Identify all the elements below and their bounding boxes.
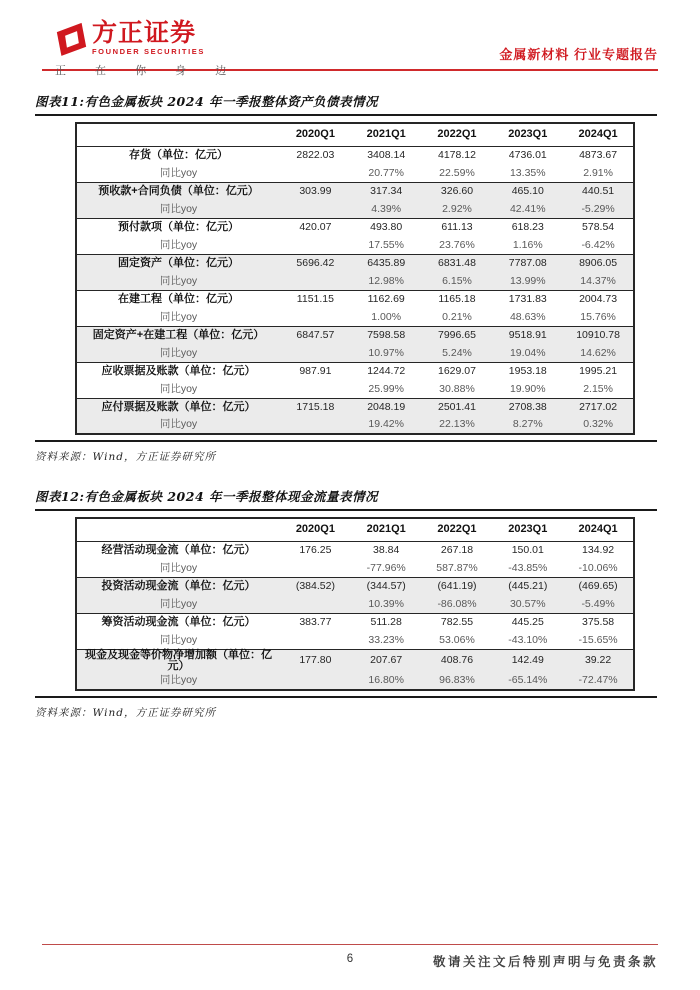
- figure-12-source: 资料来源：Wind，方正证券研究所: [35, 706, 216, 719]
- yoy-cell: 48.63%: [509, 310, 546, 323]
- value-cell: 465.10: [492, 182, 563, 200]
- value-cell: 7787.08: [492, 254, 563, 272]
- yoy-cell: [280, 416, 351, 434]
- table-row: [76, 326, 634, 344]
- value-cell: 987.91: [280, 362, 351, 380]
- table-yoy-row: [76, 595, 634, 613]
- value-cell: 445.25: [492, 613, 563, 631]
- table-row: [76, 254, 634, 272]
- page-header: [42, 0, 658, 77]
- yoy-cell: [280, 595, 351, 613]
- yoy-cell: -72.47%: [563, 672, 634, 690]
- value-cell: 4873.67: [579, 149, 618, 161]
- row-label: 预付款项（单位：亿元）: [76, 218, 280, 236]
- yoy-cell: 13.35%: [509, 166, 546, 179]
- table-row: [76, 290, 634, 308]
- yoy-cell: 96.83%: [422, 672, 493, 690]
- brand-name-en: FOUNDER SECURITIES: [92, 47, 205, 56]
- table-row: [76, 218, 634, 236]
- yoy-cell: 10.39%: [351, 595, 422, 613]
- figure-11-title-rule: [35, 114, 657, 116]
- value-cell: 1731.83: [492, 290, 563, 308]
- yoy-cell: 20.77%: [368, 166, 404, 179]
- row-label: 预收款+合同负债（单位：亿元）: [76, 182, 280, 200]
- brand-slogan: 正 在 你 身 边: [55, 65, 240, 77]
- yoy-label: 同比yoy: [159, 561, 198, 574]
- table-yoy-row: [76, 164, 634, 182]
- value-cell: 1151.15: [280, 290, 351, 308]
- yoy-cell: 5.24%: [422, 344, 493, 362]
- table-yoy-row: [76, 380, 634, 398]
- yoy-cell: 10.97%: [351, 344, 422, 362]
- yoy-label: 同比yoy: [76, 672, 280, 690]
- value-cell: 1629.07: [422, 362, 493, 380]
- yoy-cell: [280, 272, 351, 290]
- table-yoy-row: [76, 559, 634, 577]
- column-header: 2022Q1: [422, 123, 493, 146]
- value-cell: 2822.03: [296, 149, 335, 161]
- column-header: 2023Q1: [492, 518, 563, 541]
- yoy-label: 同比yoy: [159, 633, 198, 646]
- yoy-cell: 15.76%: [580, 310, 616, 323]
- yoy-cell: 12.98%: [351, 272, 422, 290]
- yoy-cell: -15.65%: [578, 633, 618, 646]
- table-row: [76, 182, 634, 200]
- row-label: 在建工程（单位：亿元）: [76, 290, 280, 308]
- yoy-cell: [280, 559, 351, 577]
- yoy-cell: 23.76%: [439, 238, 475, 251]
- value-cell: 383.77: [280, 613, 351, 631]
- yoy-cell: 2.91%: [583, 166, 613, 179]
- value-cell: 6435.89: [351, 254, 422, 272]
- figure-12: [35, 487, 657, 720]
- figure-12-title-rule: [35, 509, 657, 511]
- yoy-cell: 0.21%: [442, 310, 472, 323]
- yoy-label: 同比yoy: [76, 344, 280, 362]
- footer-disclaimer: 敬请关注文后特别声明与免责条款: [432, 955, 658, 969]
- value-cell: 1995.21: [563, 362, 634, 380]
- value-cell: 134.92: [582, 544, 615, 556]
- row-label: 经营活动现金流（单位：亿元）: [101, 543, 256, 556]
- value-cell: 303.99: [280, 182, 351, 200]
- value-cell: 578.54: [563, 218, 634, 236]
- yoy-label: 同比yoy: [159, 382, 198, 395]
- figure-12-title: 图表12:有色金属板块 2024 年一季报整体现金流量表情况: [35, 489, 379, 504]
- value-cell: 511.28: [351, 613, 422, 631]
- row-label: 应收票据及账款（单位：亿元）: [76, 362, 280, 380]
- row-label: 筹资活动现金流（单位：亿元）: [76, 613, 280, 631]
- row-label: 固定资产（单位：亿元）: [76, 254, 280, 272]
- value-cell: 150.01: [511, 544, 544, 556]
- table-row: [76, 146, 634, 164]
- table-yoy-row: [76, 344, 634, 362]
- yoy-cell: -10.06%: [578, 561, 618, 574]
- yoy-label: 同比yoy: [159, 166, 198, 179]
- yoy-cell: -77.96%: [366, 561, 406, 574]
- yoy-cell: [280, 631, 351, 649]
- yoy-cell: 6.15%: [422, 272, 493, 290]
- yoy-cell: 17.55%: [368, 238, 404, 251]
- cash-flow-table: [75, 517, 635, 691]
- value-cell: 177.80: [280, 649, 351, 672]
- yoy-cell: 16.80%: [351, 672, 422, 690]
- yoy-cell: -43.10%: [508, 633, 548, 646]
- row-label: 投资活动现金流（单位：亿元）: [76, 577, 280, 595]
- yoy-cell: 14.62%: [563, 344, 634, 362]
- value-cell: (641.19): [422, 577, 493, 595]
- yoy-cell: 13.99%: [492, 272, 563, 290]
- column-header: 2020Q1: [280, 123, 351, 146]
- column-header: 2024Q1: [563, 123, 634, 146]
- value-cell: 267.18: [440, 544, 474, 556]
- yoy-cell: [280, 672, 351, 690]
- yoy-cell: 587.87%: [436, 561, 478, 574]
- value-cell: 1162.69: [351, 290, 422, 308]
- value-cell: 7598.58: [351, 326, 422, 344]
- value-cell: 375.58: [563, 613, 634, 631]
- table-row: [76, 398, 634, 416]
- report-category-title: 金属新材料 行业专题报告: [499, 47, 658, 62]
- value-cell: 1953.18: [492, 362, 563, 380]
- yoy-cell: -6.42%: [581, 238, 615, 251]
- value-cell: 611.13: [422, 218, 493, 236]
- value-cell: 4178.12: [438, 149, 476, 161]
- yoy-cell: 1.16%: [512, 238, 543, 251]
- table-row: [76, 362, 634, 380]
- yoy-cell: 22.13%: [422, 416, 493, 434]
- value-cell: 782.55: [422, 613, 493, 631]
- table-row: [76, 649, 634, 672]
- yoy-cell: 4.39%: [351, 200, 422, 218]
- yoy-label: 同比yoy: [76, 200, 280, 218]
- yoy-cell: 42.41%: [492, 200, 563, 218]
- yoy-cell: 19.04%: [492, 344, 563, 362]
- yoy-cell: 19.90%: [509, 382, 546, 395]
- table-row: [76, 613, 634, 631]
- row-label: 应付票据及账款（单位：亿元）: [76, 398, 280, 416]
- value-cell: 2048.19: [351, 398, 422, 416]
- value-cell: 420.07: [280, 218, 351, 236]
- value-cell: 1715.18: [280, 398, 351, 416]
- founder-securities-logo: [55, 20, 239, 78]
- yoy-cell: [280, 344, 351, 362]
- value-cell: 2708.38: [492, 398, 563, 416]
- yoy-cell: 22.59%: [439, 166, 475, 179]
- value-cell: 618.23: [492, 218, 563, 236]
- value-cell: 493.80: [351, 218, 422, 236]
- yoy-cell: -5.29%: [563, 200, 634, 218]
- value-cell: 9518.91: [492, 326, 563, 344]
- value-cell: (384.52): [280, 577, 351, 595]
- yoy-cell: 14.37%: [563, 272, 634, 290]
- yoy-label: 同比yoy: [76, 272, 280, 290]
- yoy-cell: 8.27%: [492, 416, 563, 434]
- yoy-cell: 33.23%: [368, 633, 404, 646]
- table-yoy-row: [76, 272, 634, 290]
- yoy-cell: -43.85%: [508, 561, 548, 574]
- yoy-cell: [280, 236, 351, 254]
- row-label: 固定资产+在建工程（单位：亿元）: [76, 326, 280, 344]
- figure-12-bottom-rule: [35, 696, 657, 698]
- yoy-cell: [280, 380, 351, 398]
- value-cell: 38.84: [373, 544, 400, 556]
- figure-11-bottom-rule: [35, 440, 657, 442]
- value-cell: 326.60: [422, 182, 493, 200]
- yoy-cell: 0.32%: [563, 416, 634, 434]
- yoy-cell: [280, 308, 351, 326]
- table-yoy-row: [76, 308, 634, 326]
- yoy-cell: [280, 164, 351, 182]
- value-cell: 5696.42: [280, 254, 351, 272]
- value-cell: 142.49: [492, 649, 563, 672]
- value-cell: 440.51: [563, 182, 634, 200]
- value-cell: 39.22: [563, 649, 634, 672]
- yoy-label: 同比yoy: [159, 310, 198, 323]
- value-cell: 207.67: [351, 649, 422, 672]
- column-header: 2024Q1: [563, 518, 634, 541]
- row-label-header: [76, 123, 280, 146]
- value-cell: 2717.02: [563, 398, 634, 416]
- yoy-cell: 19.42%: [351, 416, 422, 434]
- yoy-cell: 25.99%: [368, 382, 404, 395]
- page-footer: [42, 944, 658, 980]
- value-cell: 176.25: [299, 544, 332, 556]
- page-number: 6: [346, 953, 354, 965]
- row-label-header: [76, 518, 280, 541]
- table-row: [76, 541, 634, 559]
- yoy-label: 同比yoy: [76, 416, 280, 434]
- brand-name-cn: 方正证券: [92, 19, 197, 47]
- value-cell: (344.57): [351, 577, 422, 595]
- yoy-cell: 53.06%: [439, 633, 475, 646]
- column-header: 2023Q1: [492, 123, 563, 146]
- yoy-cell: -5.49%: [563, 595, 634, 613]
- value-cell: 8906.05: [563, 254, 634, 272]
- yoy-cell: 2.15%: [583, 382, 613, 395]
- table-yoy-row: [76, 631, 634, 649]
- table-yoy-row: [76, 200, 634, 218]
- figure-11-title: 图表11:有色金属板块 2024 年一季报整体资产负债表情况: [35, 94, 379, 109]
- table-yoy-row: [76, 416, 634, 434]
- value-cell: 408.76: [422, 649, 493, 672]
- value-cell: 6847.57: [280, 326, 351, 344]
- yoy-cell: 30.57%: [492, 595, 563, 613]
- yoy-cell: -65.14%: [492, 672, 563, 690]
- yoy-label: 同比yoy: [159, 238, 198, 251]
- value-cell: 4736.01: [508, 149, 547, 161]
- value-cell: 6831.48: [422, 254, 493, 272]
- yoy-cell: 2.92%: [422, 200, 493, 218]
- value-cell: 10910.78: [563, 326, 634, 344]
- column-header: 2020Q1: [280, 518, 351, 541]
- value-cell: 1165.18: [422, 290, 493, 308]
- value-cell: (469.65): [563, 577, 634, 595]
- value-cell: 7996.65: [422, 326, 493, 344]
- value-cell: 317.34: [351, 182, 422, 200]
- founder-securities-logo-icon: [55, 20, 88, 57]
- table-yoy-row: [76, 672, 634, 690]
- table-header-row: [76, 123, 634, 146]
- yoy-cell: 30.88%: [439, 382, 475, 395]
- figure-11: [35, 92, 657, 464]
- column-header: 2022Q1: [422, 518, 493, 541]
- figure-11-source: 资料来源：Wind，方正证券研究所: [35, 451, 216, 463]
- yoy-cell: -86.08%: [422, 595, 493, 613]
- value-cell: 2004.73: [563, 290, 634, 308]
- table-yoy-row: [76, 236, 634, 254]
- yoy-cell: 1.00%: [371, 310, 402, 323]
- yoy-label: 同比yoy: [76, 595, 280, 613]
- row-label: 存货（单位：亿元）: [129, 148, 228, 161]
- table-row: [76, 577, 634, 595]
- table-header-row: [76, 518, 634, 541]
- column-header: 2021Q1: [351, 123, 422, 146]
- column-header: 2021Q1: [351, 518, 422, 541]
- value-cell: (445.21): [492, 577, 563, 595]
- balance-sheet-table: [75, 122, 635, 435]
- value-cell: 1244.72: [351, 362, 422, 380]
- value-cell: 3408.14: [367, 149, 406, 161]
- yoy-cell: [280, 200, 351, 218]
- row-label: 现金及现金等价物净增加额（单位：亿元）: [76, 649, 280, 672]
- value-cell: 2501.41: [422, 398, 493, 416]
